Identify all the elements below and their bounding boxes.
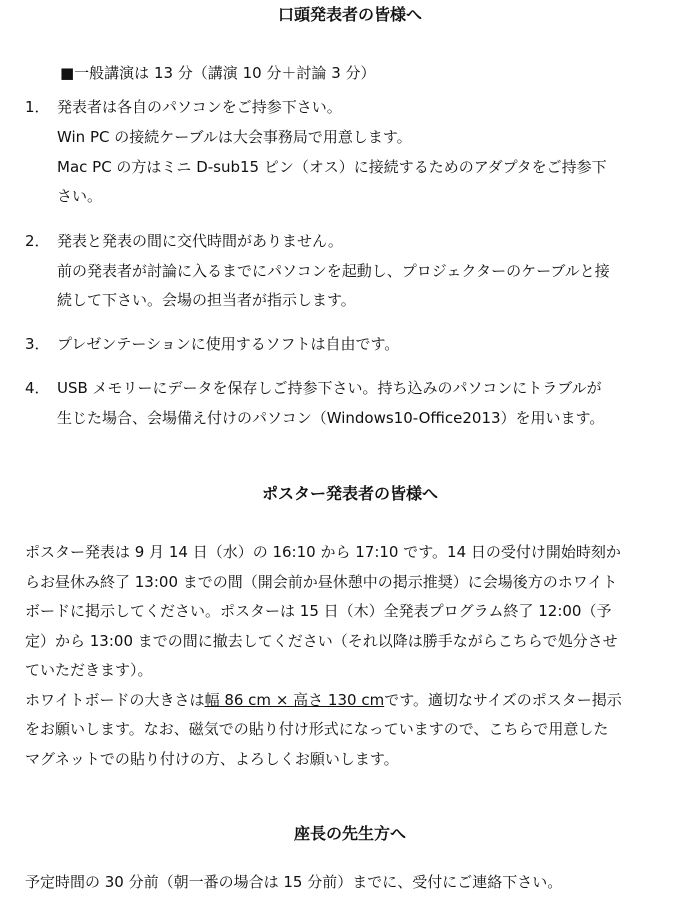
oral-item-1-line-4: さい。	[57, 187, 103, 205]
poster-size-value: 幅 86 cm × 高さ 130 cm	[204, 691, 385, 709]
oral-item-1-line-1: 発表者は各自のパソコンをご持参下さい。	[57, 98, 342, 116]
poster-line-1: ポスター発表は 9 月 14 日（水）の 16:10 から 17:10 です。14 日の受付け開始時刻か	[25, 543, 621, 561]
poster-heading: ポスター発表者の皆様へ	[261, 484, 438, 503]
oral-item-4-number: 4．	[25, 379, 50, 397]
oral-item-3-number: 3．	[25, 335, 50, 353]
oral-item-3-line-1: プレゼンテーションに使用するソフトは自由です。	[57, 335, 400, 353]
oral-item-2-line-3: 続して下さい。会場の担当者が指示します。	[57, 291, 356, 309]
chairs-text: 予定時間の 30 分前（朝一番の場合は 15 分前）までに、受付にご連絡下さい。	[25, 873, 563, 891]
poster-size-suffix: です。適切なサイズのポスター掲示	[384, 691, 622, 709]
oral-item-2-line-2: 前の発表者が討論に入るまでにパソコンを起動し、プロジェクターのケーブルと接	[57, 262, 610, 280]
oral-item-1-number: 1．	[25, 98, 50, 116]
oral-item-1-line-3: Mac PC の方はミニ D-sub15 ピン（オス）に接続するためのアダプタをご持参下	[57, 158, 607, 176]
poster-size-prefix: ホワイトボードの大きさは	[25, 691, 205, 709]
chairs-heading: 座長の先生方へ	[293, 824, 406, 843]
poster-line-2: らお昼休み終了 13:00 までの間（開会前か昼休憩中の掲示推奨）に会場後方のホワイト	[25, 573, 618, 591]
poster-line-3: ボードに掲示してください。ポスターは 15 日（木）全発表プログラム終了 12:00（予	[25, 602, 612, 620]
oral-item-2-number: 2．	[25, 232, 50, 250]
oral-item-2-line-1: 発表と発表の間に交代時間がありません。	[57, 232, 343, 250]
poster-line-5: ていただきます）。	[25, 661, 153, 679]
poster-line-4: 定）から 13:00 までの間に撤去してください（それ以降は勝手ながらこちらで処分させ	[25, 632, 618, 650]
poster-line-8: マグネットでの貼り付けの方、よろしくお願いします。	[25, 750, 399, 768]
oral-item-4-line-2: 生じた場合、会場備え付けのパソコン（Windows10-Office2013）を用います。	[57, 409, 605, 427]
poster-line-7: をお願いします。なお、磁気での貼り付け形式になっていますので、こちらで用意した	[25, 720, 609, 738]
poster-size-line	[25, 690, 622, 710]
oral-item-4-line-1: USB メモリーにデータを保存しご持参下さい。持ち込みのパソコンにトラブルが	[57, 379, 602, 397]
oral-heading: 口頭発表者の皆様へ	[277, 5, 422, 24]
oral-item-1-line-2: Win PC の接続ケーブルは大会事務局で用意します。	[57, 128, 412, 146]
oral-duration-bullet: ■一般講演は 13 分（講演 10 分＋討論 3 分）	[60, 64, 376, 82]
